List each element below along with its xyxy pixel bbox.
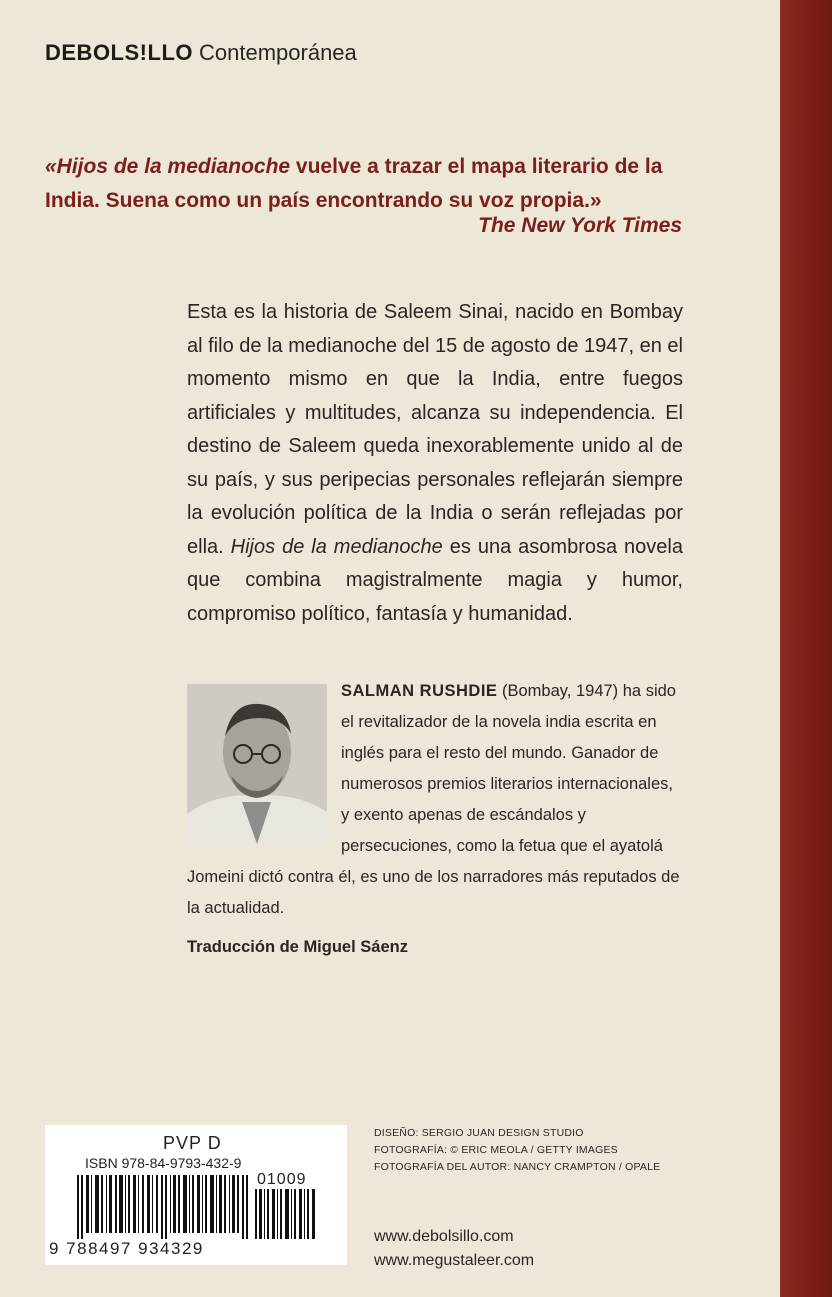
- press-quote: [45, 150, 690, 218]
- addon-digits: 01009: [257, 1171, 307, 1188]
- credits: [374, 1125, 660, 1176]
- addon-barcode: [255, 1189, 317, 1239]
- quote-text: vuelve a trazar el mapa literario de la India. Suena como un país encontrando su voz propia.»: [45, 155, 663, 212]
- photo-credit: FOTOGRAFÍA: © ERIC MEOLA / GETTY IMAGES: [374, 1144, 618, 1156]
- price-code: PVP D: [163, 1133, 222, 1153]
- synopsis-part2: es una asombrosa novela que combina magistralmente magia y humor, compromiso político, fantasía y humanidad.: [187, 535, 683, 625]
- series-name: Contemporánea: [199, 40, 357, 65]
- author-photo-credit: FOTOGRAFÍA DEL AUTOR: NANCY CRAMPTON / OPALE: [374, 1161, 661, 1173]
- synopsis-part1: Esta es la historia de Saleem Sinai, nacido en Bombay al filo de la medianoche del 15 de agosto de 1947, en el momento mismo en que la India, entre fuegos artificiales y multitudes, alcanza su independencia. El destino de Saleem queda inexorablemente unido al de su país, y sus peripecias personales reflejarán siempre la evolución política de la India o serán reflejadas por ella.: [187, 301, 683, 558]
- imprint-logo: DEBOLS!LLO: [45, 40, 193, 65]
- design-credit: DISEÑO: SERGIO JUAN DESIGN STUDIO: [374, 1127, 584, 1139]
- synopsis: [187, 296, 683, 631]
- bio-text: (Bombay, 1947) ha sido el revitalizador de la novela india escrita en inglés para el resto del mundo. Ganador de numerosos premios literarios internacionales, y exento apenas de escándalos y persecuciones, como la fetua que el ayatolá Jomeini dictó contra él, es uno de los narradores más reputados de la actualidad.: [187, 682, 680, 917]
- barcode-area: [45, 1125, 347, 1265]
- website-megustaleer[interactable]: www.megustaleer.com: [374, 1252, 535, 1269]
- synopsis-title: Hijos de la medianoche: [230, 535, 443, 558]
- translation-credit: Traducción de Miguel Sáenz: [187, 938, 408, 956]
- website-debolsillo[interactable]: www.debolsillo.com: [374, 1228, 514, 1245]
- spine-band: [780, 0, 832, 1297]
- author-name: SALMAN RUSHDIE: [341, 682, 498, 700]
- isbn-label: ISBN 978-84-9793-432-9: [85, 1155, 242, 1171]
- author-bio: [187, 676, 683, 924]
- ean-barcode: [77, 1175, 249, 1239]
- publisher-brand: [45, 40, 357, 66]
- quote-title: «Hijos de la medianoche: [45, 155, 291, 178]
- ean-digits: 9 788497 934329: [49, 1239, 204, 1258]
- quote-source: The New York Times: [478, 214, 682, 237]
- websites: [374, 1225, 534, 1273]
